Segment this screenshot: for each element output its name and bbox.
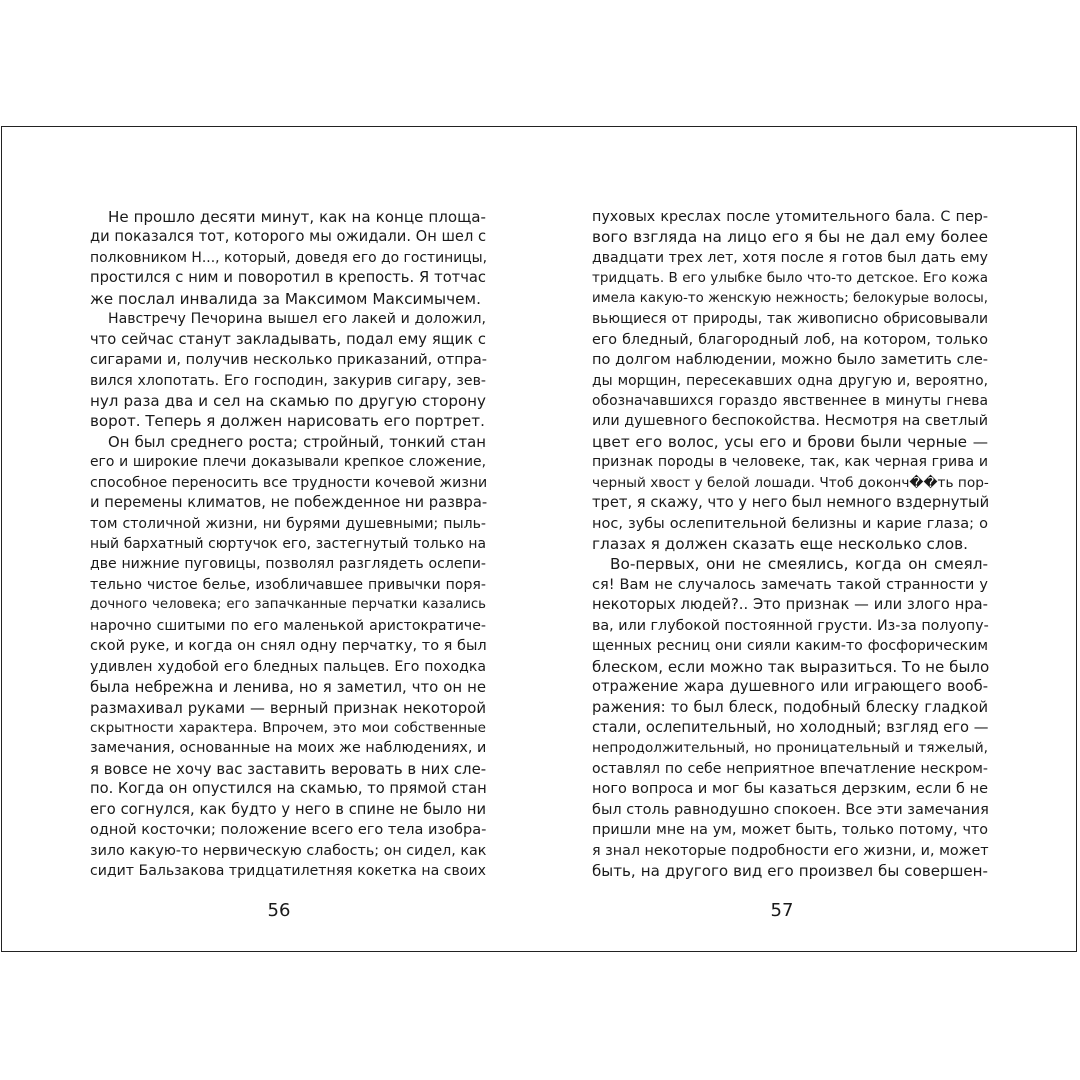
text-line: вился хлопотать. Его господин, закурив сигару, зев- [90, 372, 486, 389]
page-number-left: 56 [267, 900, 291, 921]
text-line: по. Когда он опустился на скамью, то прямой стан [90, 780, 487, 798]
text-line: признак породы в человеке, так, как черная грива и [592, 454, 988, 471]
text-line: сидит Бальзакова тридцатилетняя кокетка на своих [90, 863, 486, 879]
text-line: зило какую-то нервическую слабость; он сидел, как [90, 842, 487, 859]
text-line: полковником Н..., который, доведя его до гостиницы, [90, 249, 488, 266]
text-line: том столичной жизни, ни бурями душевными; пыль- [90, 515, 486, 532]
text-line: быть, на другого вид его произвел бы совершен- [592, 862, 988, 880]
text-line: Навстречу Печорина вышел его лакей и доложил, [108, 311, 486, 328]
text-line: ного вопроса и мог бы казаться дерзким, если б не [592, 781, 988, 798]
text-line: дочного человека; его запачканные перчатки казались [90, 597, 486, 613]
text-line: ской руке, и когда он снял одну перчатку, то я был [90, 638, 487, 655]
text-line: вого взгляда на лицо его я бы не дал ему более [592, 228, 988, 247]
text-line: скрытности характера. Впрочем, это мои собственные [90, 719, 486, 736]
text-line: две нижние пуговицы, позволял разглядеть ослепи- [90, 556, 486, 573]
text-line: нул раза два и сел на скамью по другую сторону [90, 391, 486, 410]
page-right-text [592, 207, 988, 881]
text-line: Он был среднего роста; стройный, тонкий стан [108, 432, 486, 451]
text-line: блеском, если можно так выразиться. То не было [592, 657, 990, 676]
text-line: ды морщин, пересекавших одна другую и, вероятно, [592, 372, 988, 389]
text-line: Не прошло десяти минут, как на конце площа- [108, 208, 486, 226]
page-number-right: 57 [770, 900, 794, 921]
text-line: нарочно сшитыми по его маленькой аристократиче- [90, 617, 486, 634]
text-line: имела какую-то женскую нежность; белокурые волосы, [592, 290, 988, 306]
text-line: вьющиеся от природы, так живописно обрисовывали [592, 311, 988, 328]
text-line: удивлен худобой его бледных пальцев. Его походка [90, 658, 486, 675]
text-line: тридцать. В его улыбке было что-то детское. Его кожа [592, 270, 988, 287]
text-line: двадцати трех лет, хотя после я готов был дать ему [592, 249, 988, 266]
text-line: нос, зубы ослепительной белизны и карие глаза; о [592, 515, 988, 532]
text-line: цвет его волос, усы его и брови были черные — [592, 432, 988, 451]
text-line: или душевного беспокойства. Несмотря на светлый [592, 413, 988, 430]
text-line: простился с ним и поворотил в крепость. Я тотчас [90, 269, 486, 287]
text-line: тельно чистое белье, изобличавшее привычки поря- [90, 576, 486, 593]
text-line: была небрежна и ленива, но я заметил, что он не [90, 678, 486, 697]
text-line: его и широкие плечи доказывали крепкое сложение, [90, 454, 486, 471]
text-line: непродолжительный, но проницательный и тяжелый, [592, 740, 988, 757]
text-line: пришли мне на ум, может быть, только потому, что [592, 822, 988, 839]
text-line: что сейчас станут закладывать, подал ему ящик с [90, 330, 486, 348]
text-line: стали, ослепительный, но холодный; взгляд его — [592, 718, 989, 736]
text-line: замечания, основанные на моих же наблюдениях, и [90, 740, 487, 757]
text-line: ражения: то был блеск, подобный блеску гладкой [592, 698, 988, 716]
text-line: я знал некоторые подробности его жизни, и, может [592, 842, 989, 859]
text-line: ва, или глубокой постоянной грусти. Из-за полуопу- [592, 617, 989, 634]
text-line: некоторых людей?.. Это признак — или злого нра- [592, 596, 988, 614]
text-line: черный хвост у белой лошади. Чтоб доконч��ть пор- [592, 474, 989, 491]
text-line: Во-первых, они не смеялись, когда он смеял- [610, 555, 988, 574]
text-line: я вовсе не хочу вас заставить веровать в них сле- [90, 759, 487, 778]
text-line: способное переносить все трудности кочевой жизни [90, 474, 488, 491]
text-line: оставлял по себе неприятное впечатление нескром- [592, 760, 988, 777]
text-line: глазах я должен сказать еще несколько слов. [592, 535, 968, 553]
text-line: трет, я скажу, что у него был немного вздернутый [592, 494, 990, 512]
text-line: пуховых креслах после утомительного бала. С пер- [592, 209, 988, 225]
text-line: ся! Вам не случалось замечать такой странности у [592, 576, 988, 593]
text-line: размахивал руками — верный признак некоторой [90, 698, 486, 717]
text-line: ди показался тот, которого мы ожидали. Он шел с [90, 228, 487, 246]
text-line: обозначавшихся гораздо явственнее в минуты гнева [592, 392, 988, 409]
text-line: по долгом наблюдении, можно было заметить сле- [592, 352, 988, 369]
text-line: сигарами и, получив несколько приказаний, отпра- [90, 352, 488, 369]
text-line: ный бархатный сюртучок его, застегнутый только на [90, 536, 486, 552]
text-line: отражение жара душевного или играющего вооб- [592, 678, 988, 696]
text-line: был столь равнодушно спокоен. Все эти замечания [592, 801, 989, 818]
text-line: щенных ресниц они сияли каким-то фосфорическим [592, 638, 988, 655]
text-line: ворот. Теперь я должен нарисовать его портрет. [90, 412, 485, 431]
text-line: его согнулся, как будто у него в спине не было ни [90, 800, 486, 818]
text-line: его бледный, благородный лоб, на котором, только [592, 331, 988, 348]
text-line: же послал инвалида за Максимом Максимычем. [90, 289, 481, 308]
text-line: и перемены климатов, не побежденное ни развра- [90, 494, 488, 512]
page-left-text [90, 207, 486, 881]
book-spread [1, 126, 1077, 952]
text-line: одной косточки; положение всего его тела изобра- [90, 822, 487, 839]
